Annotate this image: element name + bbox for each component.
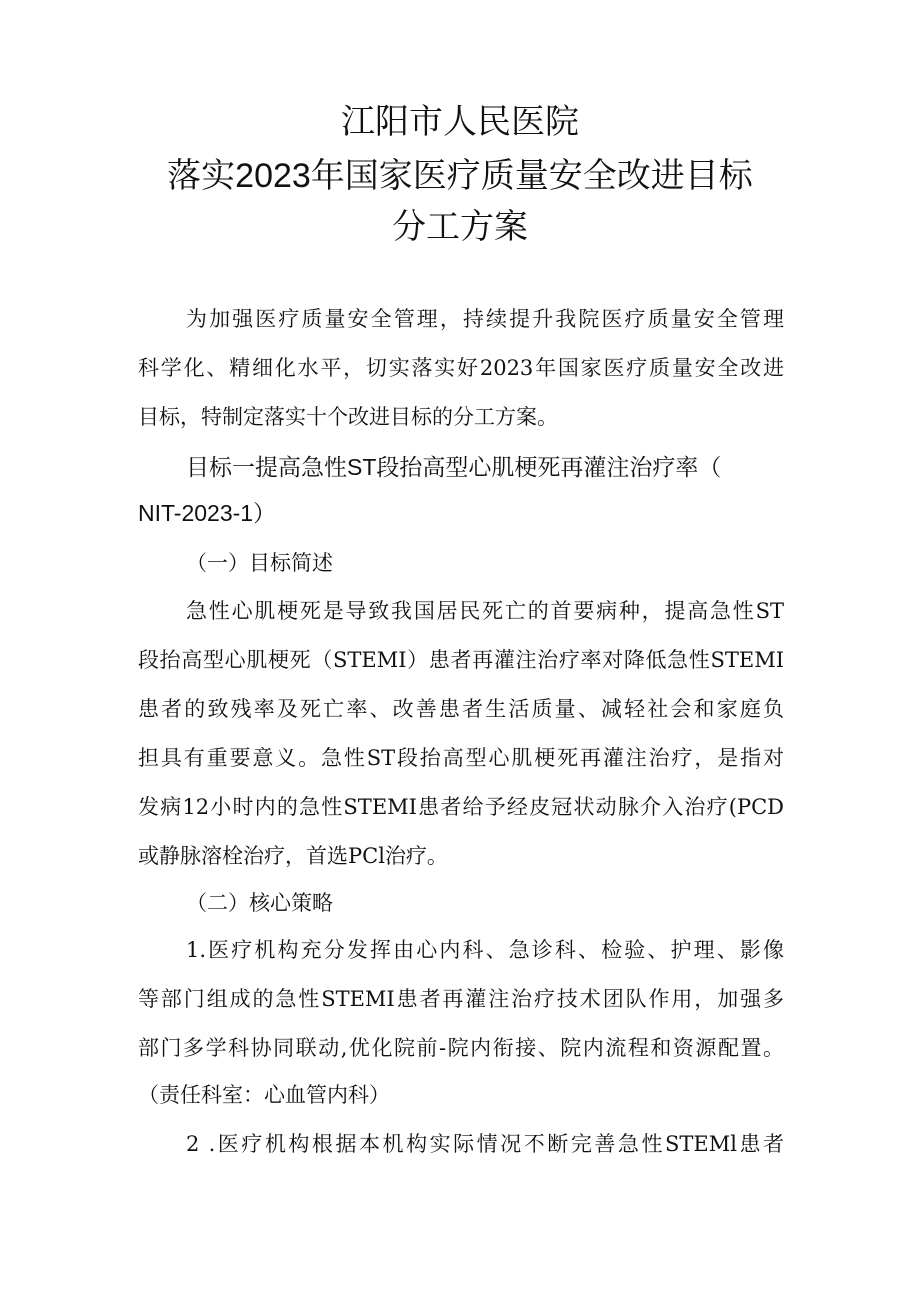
document-title-main: 落实2023年国家医疗质量安全改进目标: [167, 157, 753, 195]
intro-line-3: 目标，特制定落实十个改进目标的分工方案。: [138, 405, 558, 429]
desc-line-6: 或静脉溶栓治疗，首选PCl治疗。: [138, 844, 448, 868]
strategy1-line-2: 等部门组成的急性STEMI患者再灌注治疗技术团队作用，加强多: [138, 987, 784, 1011]
strategy2-line-1: 2 .医疗机构根据本机构实际情况不断完善急性STEMl患者: [186, 1132, 784, 1156]
section1-title: （一）目标简述: [186, 551, 333, 575]
document-title-sub: 分工方案: [392, 208, 528, 246]
intro-line-1: 为加强医疗质量安全管理，持续提升我院医疗质量安全管理: [186, 307, 784, 331]
desc-line-3: 患者的致残率及死亡率、改善患者生活质量、减轻社会和家庭负: [138, 697, 784, 721]
goal1-heading-line-1: 目标一提高急性ST段抬高型心肌梗死再灌注治疗率（: [186, 454, 722, 480]
section2-title: （二）核心策略: [186, 891, 333, 915]
intro-line-2: 科学化、精细化水平，切实落实好2023年国家医疗质量安全改进: [138, 356, 784, 380]
strategy1-line-1: 1.医疗机构充分发挥由心内科、急诊科、检验、护理、影像: [186, 938, 784, 962]
goal1-heading-line-2: NIT-2023-1）: [138, 500, 277, 526]
strategy1-line-3: 部门多学科协同联动,优化院前-院内衔接、院内流程和资源配置。: [138, 1036, 784, 1060]
desc-line-2: 段抬高型心肌梗死（STEMI）患者再灌注治疗率对降低急性STEMI: [138, 648, 784, 672]
strategy1-line-4: （责任科室：心血管内科）: [138, 1083, 390, 1107]
desc-line-4: 担具有重要意义。急性ST段抬高型心肌梗死再灌注治疗，是指对: [138, 746, 784, 770]
desc-line-1: 急性心肌梗死是导致我国居民死亡的首要病种，提高急性ST: [186, 599, 784, 623]
document-title-hospital: 江阳市人民医院: [341, 103, 579, 141]
desc-line-5: 发病12小时内的急性STEMI患者给予经皮冠状动脉介入治疗(PCD: [138, 795, 784, 819]
